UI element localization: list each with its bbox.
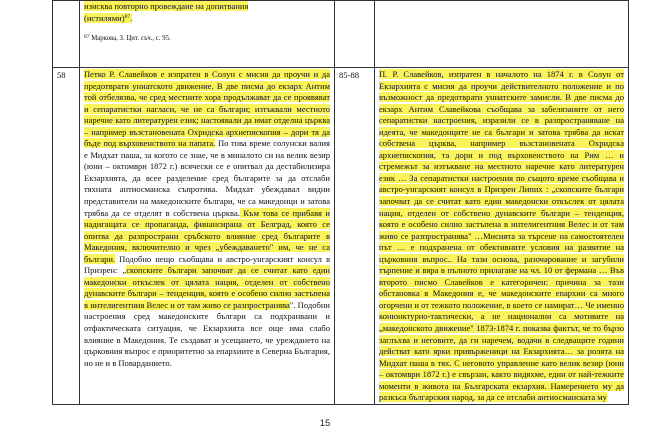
table-row (53, 68, 629, 405)
right-text (375, 68, 628, 404)
right-text-cell (375, 68, 629, 405)
text-segment: скопските българи започват да се считат като един македонски откъслек от цялата нация, отделен от собствено дунавските българи – тенденция, която е особено силно застъпена в интелигентния Велес и от там живо се разпространява (84, 265, 331, 310)
footnote-ref: 87 (124, 13, 131, 20)
left-text-cell (80, 1, 335, 68)
footnote-number: 87 (84, 34, 90, 41)
footnote (84, 34, 330, 43)
row-number-cell (53, 68, 80, 405)
text-segment: По това време солунски валия е Мидхат паша, за когото се знае, че в миналото си на велик везир (юни – октомври 1872 г.) всячески се е опитвал да дестабилизира Екзархията, да всее разделение сред българите за да отслаби тяхната антиосманска съпротива. Мидхат убеждавал видни представители на македонските българи, че са македонци и затова трябва да се отделят в собствена църква. (84, 138, 330, 218)
page-range: 85-88 (339, 70, 360, 80)
right-text-cell (375, 1, 629, 68)
text-segment: П. Р. Славейков, изпратен в началото на 1874 г. в Солун от Екзархията с мисия да проучи действителното положение и по възможност да предотврати униатските замисли. В две писма до екзарх Антим Славейкова съобщава за забелязаните от него сепаратистки настроения, изразили се в разпространяване на идеята, че македонците не са българи и затова трябва да искат собствена църква, например възстановената Охридска архиепископия, та дори и под върховенството на Рим … и стремежът за изтъкване на местното наречие като литературен език … За сепаратистки настроения по същото време съобщава и австро-унгарският консул в Призрен Липих : „скопските българи започват да се считат като един македонски откъслек от цялата нация, отделен от собствено дунавските българи – тенденция, която е особено силно застъпена в интелигентния Велес и от там живо се разпространява" …Мисията за търсене на самостоятелен път … е подхранена от обективните условия на развитие на църковния въпрос.. На тази основа, разочарование и загубили търпение и вяра в пълното прилагане на чл. 10 от фермана … Във второто писмо Славейков е категоричен: причина за тази обстановка в Македония е, че македонските епархии са много огорчени и от тежкото положение, в което се намират… Че именно конюнктурно-тактически, а не национални са мотивите на „македонското движение" 1873-1874 г. показва фактът, че то бързо заглъхва и неговите, да ги наречем, водачи в следващите години действат като ярки привърженици на Екзархията… за ролята на Мидхат паша в тях. С неговото управление като велик везир (юни – октомври 1872 г.) е свързан, както видяхме, един от най-тежките моменти в живота на Българската екзархия. Намерението му да разкъса българския народ, за да се отслаби антиосманската му (379, 69, 624, 403)
left-continued-line-2-text: (истилями) (84, 12, 125, 23)
text-segment: Петко Р. Славейков е изпратен в Солун с мисия да проучи и да предотврати униатското движение. В две писма до екзарх Антим той отбелязва, че сред местните хора продължават да се проявяват и сепаратистки нагласи, че не са българи; изтъквали местното наречие като литературен език; настоявали да имат отделна църква – например възстановената Охридска архиепископия – дори тя да бъде под върховенството на папата. (84, 69, 330, 149)
pages-cell (335, 1, 375, 68)
pages-cell (335, 68, 375, 405)
text-segment: ". Подобни настроения сред македонските българи са подхранвани и отфактическата ситуация, че Екзархията все още има слабо влияние в Македония. Те създават и усещането, че уреждането на църковния въпрос е приоритетно за епархиите в Северна България, но не и в Поварданието. (84, 299, 330, 368)
page-number: 15 (319, 418, 331, 429)
left-continued-line-2: (истилями)$^{87}$. (84, 12, 133, 23)
row-number: 58 (57, 70, 66, 80)
left-text-cell (80, 68, 335, 405)
left-text (80, 68, 334, 369)
text-segment: Подобно нещо съобщава и австро-унгарският консул в Призрен: „ (84, 253, 330, 276)
footnote-text: Маркова, З. Цит. съч., с. 95. (91, 35, 171, 43)
text-segment: Към това се прибавя и надигащата се пропаганда, финансирана от Белград, която се опитва да разпространи сръбското влияние сред българите в Македония, включително и чрез „убеждаването" им, че не са българи. (84, 207, 330, 264)
left-continued-line-1: изисква повторно провеждане на допитвания (84, 1, 249, 11)
row-number-cell (53, 1, 80, 68)
table-row (53, 1, 629, 68)
comparison-table (52, 0, 629, 405)
